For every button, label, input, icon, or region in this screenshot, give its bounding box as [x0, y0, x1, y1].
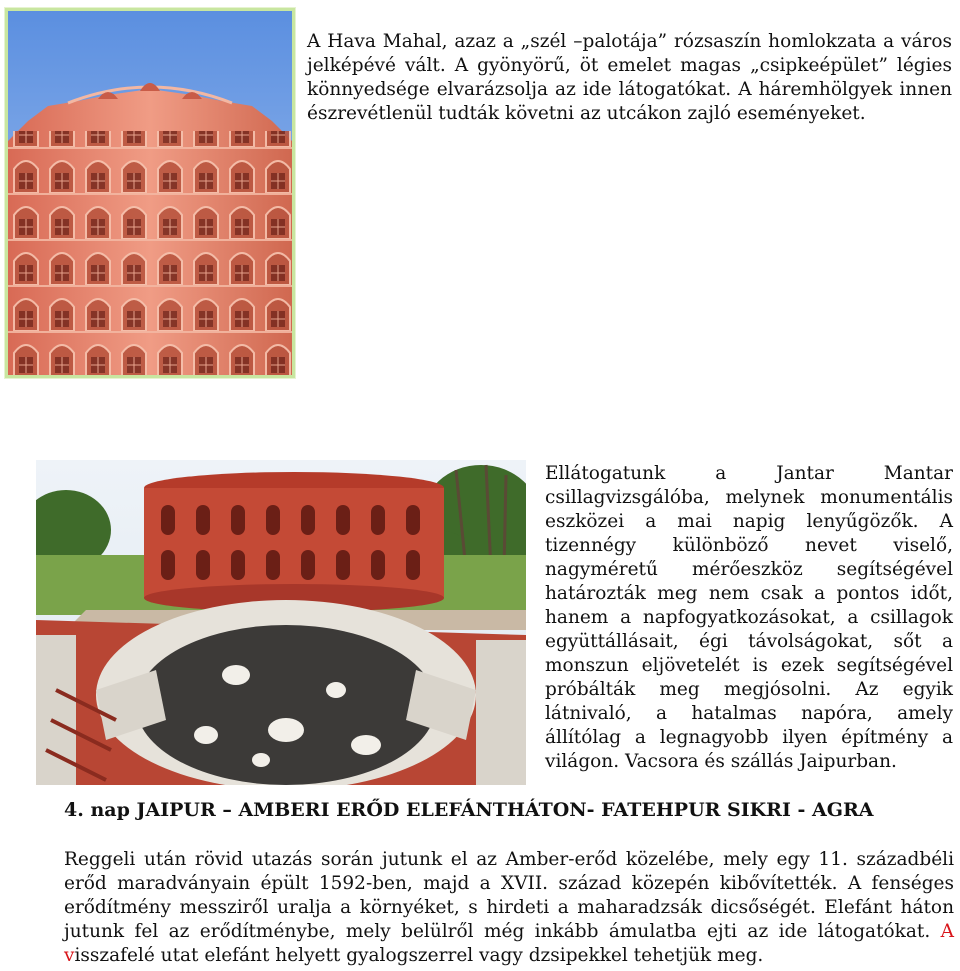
day4-text-main: Reggeli után rövid utazás során jutunk el az Amber-erőd közelébe, mely egy 11. századbéli erőd maradványain épült 1592-ben, majd a XVII. század közepén kibővítették. A fenséges erődítmény messziről uralja a környéket, s hirdeti a maharadzsák dicsőségét. Elefánt háton jutunk fel az erődítménybe, mely belülről még inkább ámulatba ejti az ide látogatókat. — [64, 849, 954, 942]
jantar-mantar-photo — [36, 460, 526, 785]
hawa-mahal-illustration — [8, 11, 292, 375]
day4-description — [64, 848, 954, 968]
day4-text-red: A v — [64, 921, 954, 966]
hawa-mahal-description: A Hava Mahal, azaz a „szél –palotája” rózsaszín homlokzata a város jelképévé vált. A gyönyörű, öt emelet magas „csipkeépület” légies könnyedsége elvarázsolja az ide látogatókat. A háremhölgyek innen észrevétlenül tudták követni az utcákon zajló eseményeket. — [307, 31, 952, 124]
day4-heading: 4. nap JAIPUR – AMBERI ERŐD ELEFÁNTHÁTON- FATEHPUR SIKRI - AGRA — [64, 799, 874, 821]
hawa-mahal-photo — [5, 8, 295, 378]
jantar-mantar-illustration — [36, 460, 526, 785]
jantar-mantar-description: Ellátogatunk a Jantar Mantar csillagvizsgálóba, melynek monumentális eszközei a mai napig lenyűgözők. A tizennégy különböző nevet viselő, nagyméretű mérőeszköz segítségével határozták meg nem csak a pontos időt, hanem a napfogyatkozásokat, a csillagok együttállásait, égi távolságokat, sőt a monszun eljövetelét is ezek segítségével próbálták meg megjósolni. Az egyik látnivaló, a hatalmas napóra, amely állítólag a legnagyobb ilyen építmény a világon. Vacsora és szállás Jaipurban. — [545, 463, 953, 772]
day4-text-end: isszafelé utat elefánt helyett gyalogszerrel vagy dzsipekkel tehetjük meg. — [74, 945, 764, 966]
